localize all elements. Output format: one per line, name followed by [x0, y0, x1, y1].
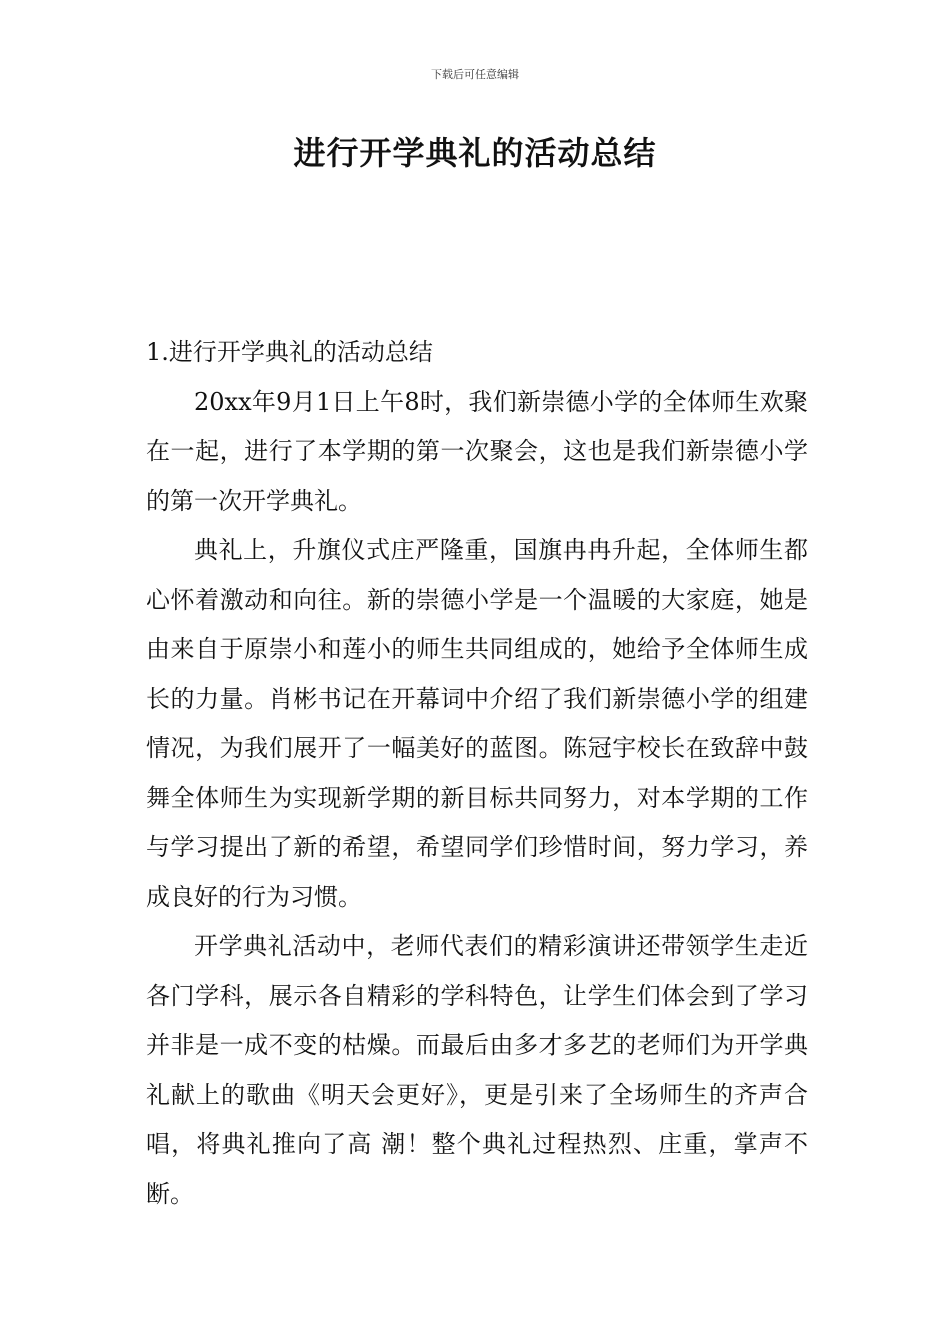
section-heading: 1.进行开学典礼的活动总结: [146, 338, 433, 366]
paragraph-activities: 开学典礼活动中，老师代表们的精彩演讲还带领学生走近各门学科，展示各自精彩的学科特色，让学生们体会到了学习并非是一成不变的枯燥。而最后由多才多艺的老师们为开学典礼献上的歌曲《明天会更好》，更是引来了全场师生的齐声合唱，将典礼推向了高 潮！整个典礼过程热烈、庄重，掌声不断。: [146, 932, 808, 1208]
paragraph-intro: 20xx年9月1日上午8时，我们新崇德小学的全体师生欢聚在一起，进行了本学期的第一次聚会，这也是我们新崇德小学的第一次开学典礼。: [146, 387, 808, 515]
document-title: 进行开学典礼的活动总结: [293, 134, 657, 172]
header-note: 下载后可任意编辑: [431, 68, 519, 81]
paragraph-ceremony: 典礼上，升旗仪式庄严隆重，国旗冉冉升起，全体师生都心怀着激动和向往。新的崇德小学是一个温暖的大家庭，她是由来自于原崇小和莲小的师生共同组成的，她给予全体师生成长的力量。肖彬书记在开幕词中介绍了我们新崇德小学的组建情况，为我们展开了一幅美好的蓝图。陈冠宇校长在致辞中鼓舞全体师生为实现新学期的新目标共同努力，对本学期的工作与学习提出了新的希望，希望同学们珍惜时间，努力学习，养成良好的行为习惯。: [146, 536, 808, 911]
document-body: [146, 328, 808, 1219]
